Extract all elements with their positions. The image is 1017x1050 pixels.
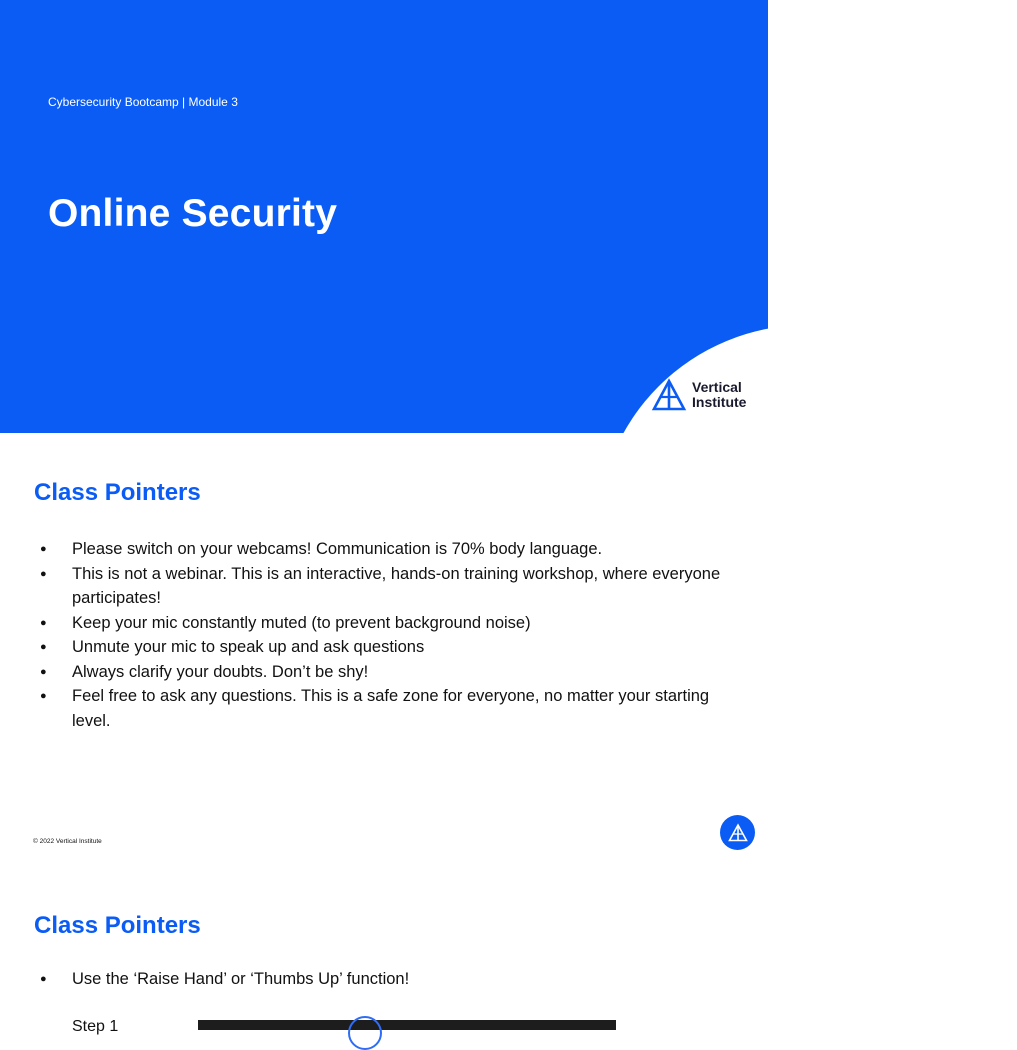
list-item: ● Unmute your mic to speak up and ask questions — [40, 635, 740, 660]
corner-logo-badge — [720, 815, 755, 850]
triangle-logo-icon — [728, 823, 748, 843]
list-item: ● Always clarify your doubts. Don’t be shy! — [40, 660, 740, 685]
highlight-ring — [348, 1016, 382, 1050]
vertical-institute-logo — [652, 378, 746, 412]
title-slide — [0, 0, 768, 433]
list-item: ● This is not a webinar. This is an interactive, hands-on training workshop, where everyone participates! — [40, 562, 740, 611]
triangle-logo-icon — [652, 378, 686, 412]
section-heading: Class Pointers — [34, 479, 201, 506]
class-pointers-slide-2 — [0, 867, 768, 1035]
list-item: ● Feel free to ask any questions. This is a safe zone for everyone, no matter your starting level. — [40, 684, 740, 733]
step-label: Step 1 — [72, 1018, 119, 1035]
logo-text-line2: Institute — [692, 394, 747, 410]
course-subtitle: Cybersecurity Bootcamp | Module 3 — [48, 95, 238, 109]
list-item: ● Keep your mic constantly muted (to prevent background noise) — [40, 611, 740, 636]
pointer-list — [40, 967, 740, 992]
zoom-toolbar-screenshot — [198, 1020, 616, 1030]
logo-text-line1: Vertical — [692, 379, 742, 395]
pointer-list — [40, 537, 740, 733]
section-heading: Class Pointers — [34, 912, 201, 939]
list-item: ● Please switch on your webcams! Communication is 70% body language. — [40, 537, 740, 562]
copyright-footer: © 2022 Vertical Institute — [33, 838, 102, 845]
list-item: ● Use the ‘Raise Hand’ or ‘Thumbs Up’ function! — [40, 967, 740, 992]
slide-title: Online Security — [48, 192, 338, 235]
class-pointers-slide — [0, 433, 768, 867]
